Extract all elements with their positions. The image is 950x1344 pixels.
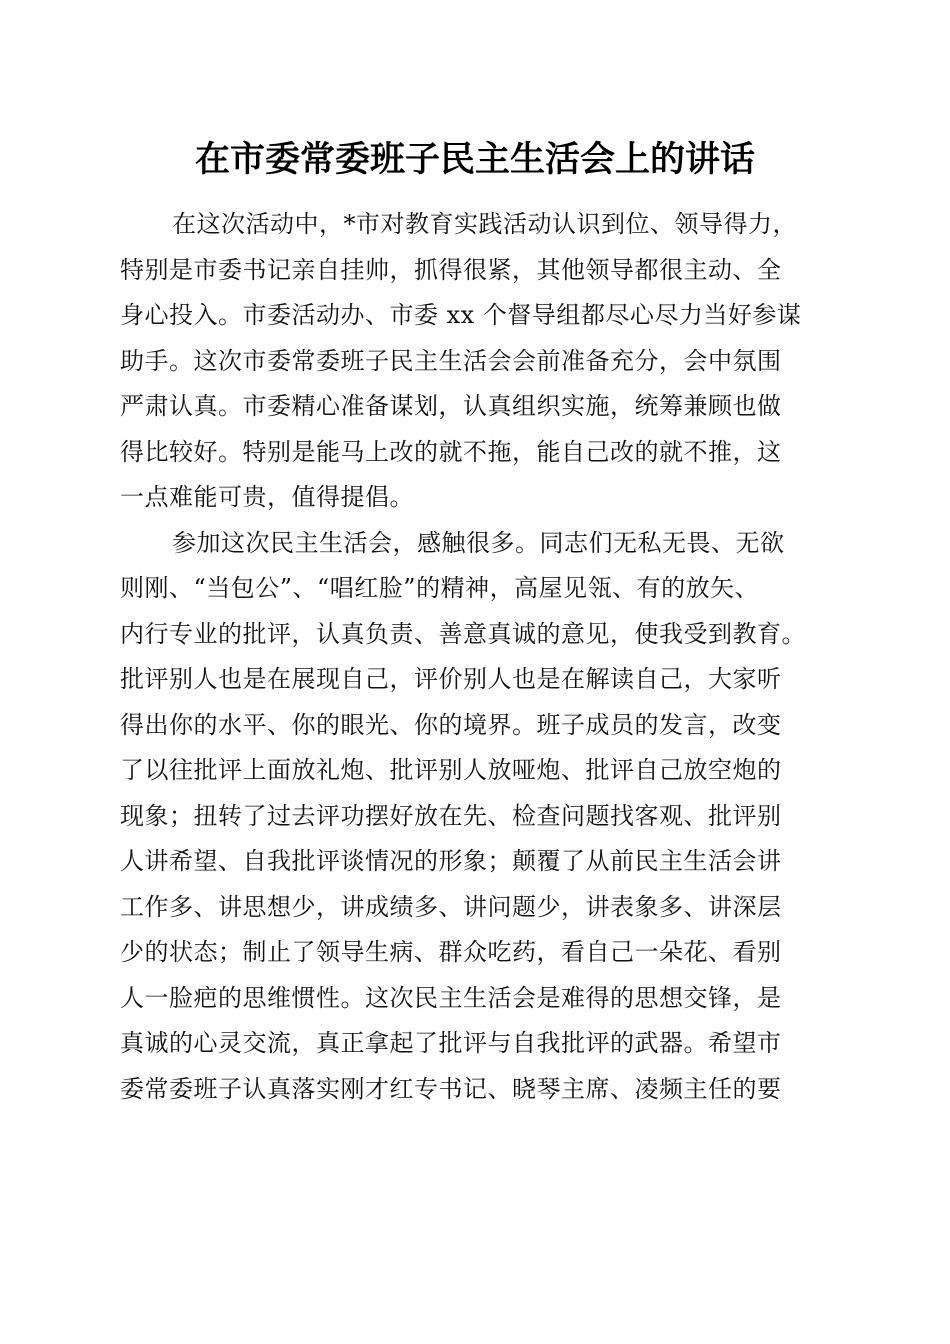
text-line: 参加这次民主生活会，感触很多。同志们无私无畏、无欲 [172,528,785,557]
text-line: 了以往批评上面放礼炮、批评别人放哑炮、批评自己放空炮的 [120,756,782,784]
text-line: 在这次活动中，*市对教育实践活动认识到位、领导得力， [172,210,797,238]
document-title: 在市委常委班子民主生活会上的讲话 [194,139,755,180]
text-line: 工作多、讲思想少，讲成绩多、讲问题少，讲表象多、讲深层 [120,892,782,921]
text-line: 批评别人也是在展现自己，评价别人也是在解读自己，大家听 [120,665,782,693]
document-body [120,202,825,1112]
text-line: 得比较好。特别是能马上改的就不拖，能自己改的就不推，这 [120,437,782,466]
paragraph-1 [120,202,825,521]
text-line: 得出你的水平、你的眼光、你的境界。班子成员的发言，改变 [120,710,782,739]
text-line: 人讲希望、自我批评谈情况的形象；颠覆了从前民主生活会讲 [120,847,782,875]
text-line: 人一脸疤的思维惯性。这次民主生活会是难得的思想交锋，是 [120,983,782,1012]
text-line: 一点难能可贵，值得提倡。 [120,483,414,511]
text-line: 严肃认真。市委精心准备谋划，认真组织实施，统筹兼顾也做 [120,392,782,420]
text-line: 特别是市委书记亲自挂帅，抓得很紧，其他领导都很主动、全 [120,255,782,284]
text-line: 助手。这次市委常委班子民主生活会会前准备充分，会中氛围 [120,346,782,375]
paragraph-2 [120,521,825,1113]
text-line: 身心投入。市委活动办、市委 xx 个督导组都尽心尽力当好参谋 [120,301,802,329]
text-line: 真诚的心灵交流，真正拿起了批评与自我批评的武器。希望市 [120,1029,782,1057]
text-line: 委常委班子认真落实刚才红专书记、晓琴主席、凌频主任的要 [120,1074,782,1103]
text-line: 则刚、“当包公”、“唱红脸”的精神，高屋见瓴、有的放矢、 [120,574,760,602]
text-line: 现象；扭转了过去评功摆好放在先、检查问题找客观、批评别 [120,801,782,830]
text-line: 内行专业的批评，认真负责、善意真诚的意见，使我受到教育。 [120,619,806,648]
text-line: 少的状态；制止了领导生病、群众吃药，看自己一朵花、看别 [120,938,782,966]
